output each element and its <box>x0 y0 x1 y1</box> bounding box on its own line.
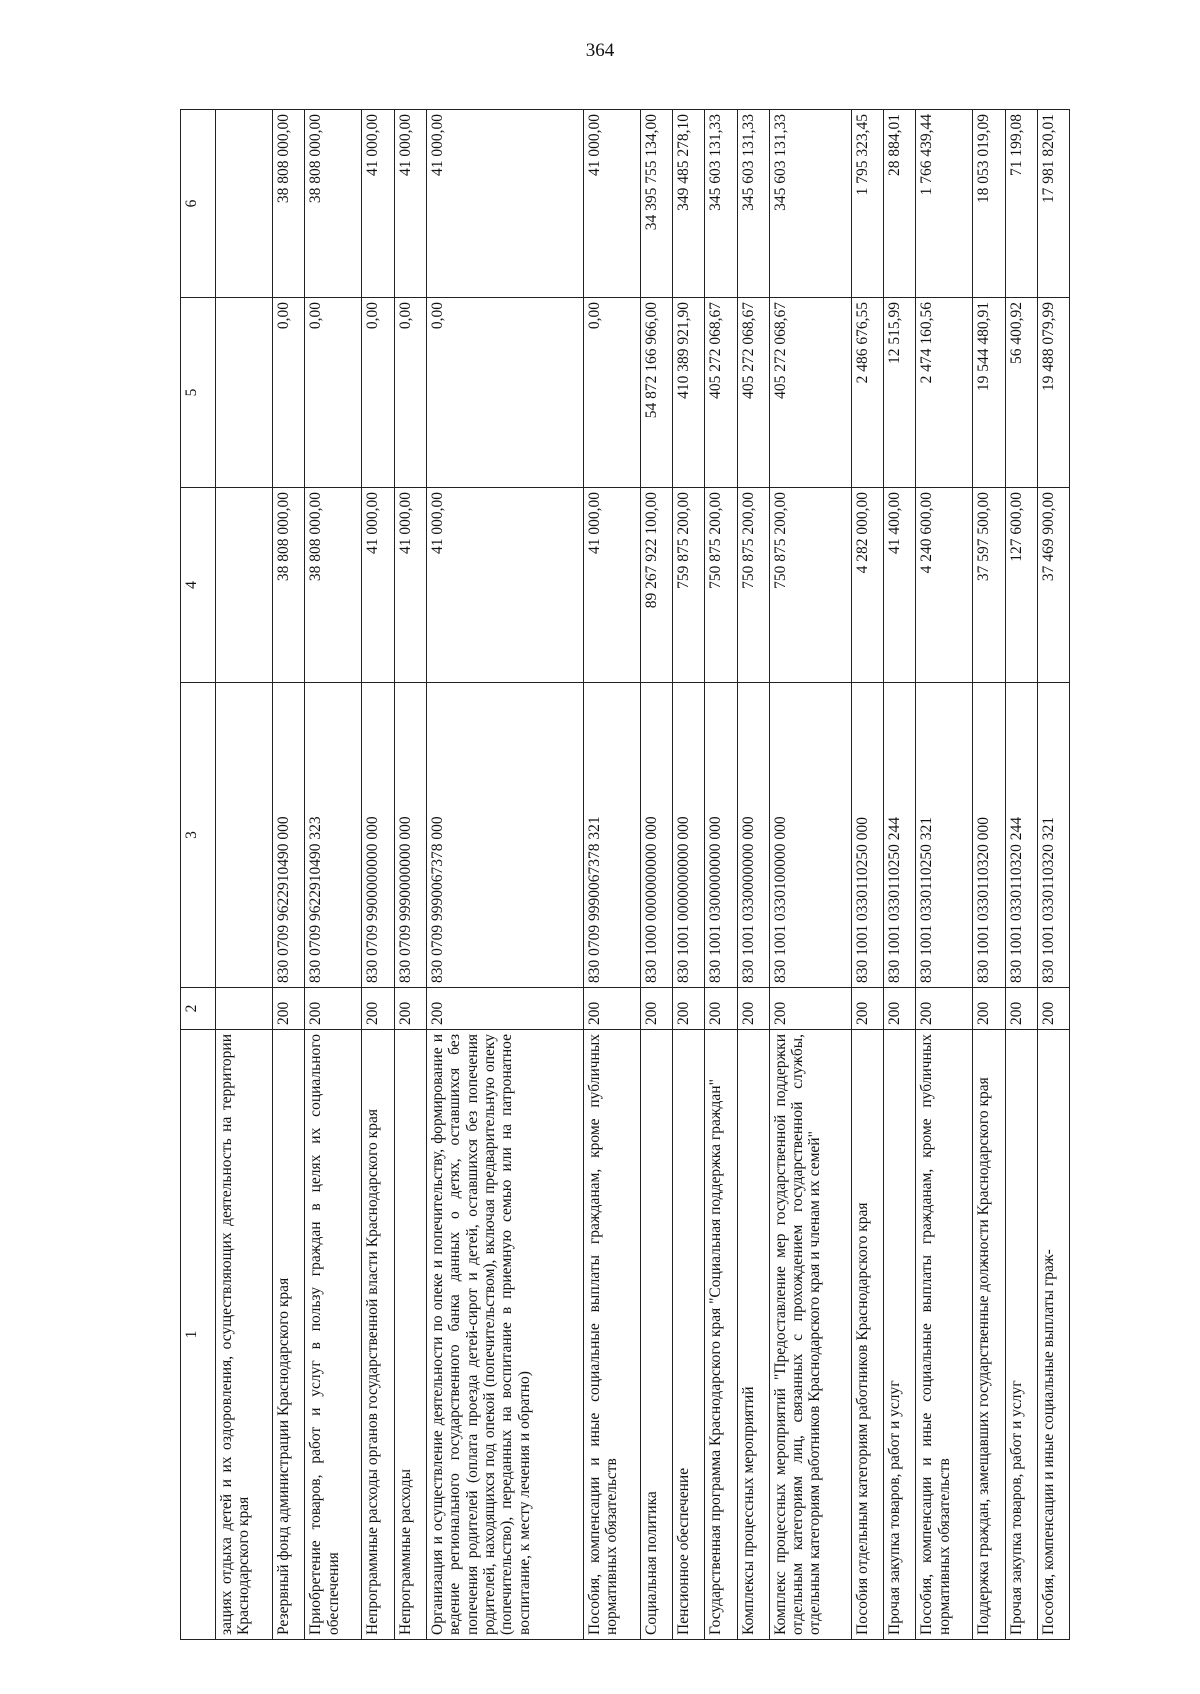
row-code-cell: 830 1001 0330100000 000 <box>769 683 851 988</box>
row-code-cell: 830 1001 0330110250 244 <box>884 683 916 988</box>
row-value-col5: 405 272 068,67 <box>769 298 851 488</box>
row-name-cell: Поддержка граждан, замещавших государственные должности Краснодарского края <box>973 1030 1005 1640</box>
table-row <box>737 110 769 1640</box>
header-col-3: 3 <box>181 683 216 988</box>
row-value-col4: 750 875 200,00 <box>737 488 769 683</box>
row-value-col5 <box>216 298 273 488</box>
row-name-cell: Государственная программа Краснодарского края "Социальная поддержка граждан" <box>705 1030 737 1640</box>
row-name-cell: Социальная политика <box>641 1030 673 1640</box>
row-value-col5: 2 486 676,55 <box>851 298 883 488</box>
row-value-col4: 89 267 922 100,00 <box>641 488 673 683</box>
header-col-4: 4 <box>181 488 216 683</box>
row-value-col4: 38 808 000,00 <box>273 488 305 683</box>
row-value-col6: 18 053 019,09 <box>973 110 1005 298</box>
table-row <box>973 110 1005 1640</box>
row-value-col4: 41 000,00 <box>394 488 426 683</box>
row-value-col6: 345 603 131,33 <box>705 110 737 298</box>
row-col2-cell: 200 <box>583 988 640 1030</box>
row-code-cell: 830 0709 9622910490 323 <box>305 683 362 988</box>
table-row <box>1037 110 1069 1640</box>
row-value-col4: 41 000,00 <box>426 488 583 683</box>
row-col2-cell: 200 <box>1037 988 1069 1030</box>
row-col2-cell: 200 <box>851 988 883 1030</box>
row-value-col5: 12 515,99 <box>884 298 916 488</box>
row-code-cell: 830 1001 0330110320 321 <box>1037 683 1069 988</box>
table-row <box>705 110 737 1640</box>
row-code-cell <box>216 683 273 988</box>
header-col-2: 2 <box>181 988 216 1030</box>
row-col2-cell: 200 <box>916 988 973 1030</box>
row-value-col4: 37 597 500,00 <box>973 488 1005 683</box>
table-row <box>394 110 426 1640</box>
row-value-col4: 4 282 000,00 <box>851 488 883 683</box>
row-code-cell: 830 1001 0330110250 000 <box>851 683 883 988</box>
row-value-col6: 1 795 323,45 <box>851 110 883 298</box>
table-row <box>641 110 673 1640</box>
row-value-col4: 4 240 600,00 <box>916 488 973 683</box>
table-row <box>426 110 583 1640</box>
row-name-cell: Пособия отдельным категориям работников Краснодарского края <box>851 1030 883 1640</box>
table-row <box>673 110 705 1640</box>
row-value-col6: 17 981 820,01 <box>1037 110 1069 298</box>
row-col2-cell: 200 <box>362 988 394 1030</box>
header-col-6: 6 <box>181 110 216 298</box>
table-row <box>884 110 916 1640</box>
row-value-col6: 345 603 131,33 <box>769 110 851 298</box>
row-value-col5: 0,00 <box>305 298 362 488</box>
row-value-col4: 41 000,00 <box>362 488 394 683</box>
row-value-col6: 349 485 278,10 <box>673 110 705 298</box>
row-value-col4: 41 400,00 <box>884 488 916 683</box>
table-row <box>273 110 305 1640</box>
row-value-col5: 19 488 079,99 <box>1037 298 1069 488</box>
row-name-cell: Комплекс процессных мероприятий "Предоставление мер государственной поддержки отдельным категориям лиц, связанных с прохождением государственной службы, отдельным категориям работников Краснодарского края и членам их семей" <box>769 1030 851 1640</box>
row-name-cell: Приобретение товаров, работ и услуг в пользу граждан в целях их социального обеспечения <box>305 1030 362 1640</box>
row-col2-cell: 200 <box>641 988 673 1030</box>
row-value-col5: 54 872 166 966,00 <box>641 298 673 488</box>
row-value-col6: 38 808 000,00 <box>305 110 362 298</box>
row-col2-cell: 200 <box>705 988 737 1030</box>
row-value-col5: 405 272 068,67 <box>737 298 769 488</box>
table-row <box>216 110 273 1640</box>
row-name-cell: Комплексы процессных мероприятий <box>737 1030 769 1640</box>
header-row <box>181 110 216 1640</box>
row-value-col6 <box>216 110 273 298</box>
row-code-cell: 830 1001 0330110250 321 <box>916 683 973 988</box>
row-name-cell: Резервный фонд администрации Краснодарского края <box>273 1030 305 1640</box>
row-name-cell: Пенсионное обеспечение <box>673 1030 705 1640</box>
row-code-cell: 830 1001 0330000000 000 <box>737 683 769 988</box>
row-col2-cell: 200 <box>1005 988 1037 1030</box>
header-col-5: 5 <box>181 298 216 488</box>
row-col2-cell: 200 <box>673 988 705 1030</box>
row-value-col4: 750 875 200,00 <box>705 488 737 683</box>
row-value-col5: 0,00 <box>394 298 426 488</box>
table-body <box>216 110 1070 1640</box>
row-value-col6: 41 000,00 <box>583 110 640 298</box>
row-name-cell: Организация и осуществление деятельности по опеке и попечительству, формирование и ведение регионального государственного банка данных о детях, оставшихся без попечения родителей (оплата проезда детей-сирот и детей, оставшихся без попечения родителей, находящихся под опекой (попечительством), включая предварительную опеку (попечительство), переданных на воспитание в приемную семью или на патронатное воспитание, к месту лечения и обратно) <box>426 1030 583 1640</box>
row-value-col5: 56 400,92 <box>1005 298 1037 488</box>
row-name-cell: Непрограммные расходы <box>394 1030 426 1640</box>
row-name-cell: Непрограммные расходы органов государственной власти Краснодарского края <box>362 1030 394 1640</box>
row-value-col6: 71 199,08 <box>1005 110 1037 298</box>
row-code-cell: 830 0709 9622910490 000 <box>273 683 305 988</box>
row-code-cell: 830 0709 9990067378 321 <box>583 683 640 988</box>
table-row <box>851 110 883 1640</box>
row-name-cell: Пособия, компенсации и иные социальные выплаты граж- <box>1037 1030 1069 1640</box>
row-col2-cell: 200 <box>394 988 426 1030</box>
page-number: 364 <box>585 40 615 61</box>
row-value-col6: 41 000,00 <box>362 110 394 298</box>
row-code-cell: 830 1001 0000000000 000 <box>673 683 705 988</box>
table-row <box>1005 110 1037 1640</box>
row-col2-cell: 200 <box>973 988 1005 1030</box>
row-value-col5: 410 389 921,90 <box>673 298 705 488</box>
row-value-col5: 2 474 160,56 <box>916 298 973 488</box>
header-col-1: 1 <box>181 1030 216 1640</box>
table-row <box>583 110 640 1640</box>
row-value-col4: 41 000,00 <box>583 488 640 683</box>
row-value-col6: 28 884,01 <box>884 110 916 298</box>
row-code-cell: 830 1001 0330110320 000 <box>973 683 1005 988</box>
row-code-cell: 830 0709 9990067378 000 <box>426 683 583 988</box>
row-col2-cell: 200 <box>884 988 916 1030</box>
table-row <box>305 110 362 1640</box>
row-value-col6: 34 395 755 134,00 <box>641 110 673 298</box>
budget-table-rotated <box>180 110 1070 1640</box>
row-value-col6: 345 603 131,33 <box>737 110 769 298</box>
row-value-col5: 405 272 068,67 <box>705 298 737 488</box>
row-value-col6: 41 000,00 <box>394 110 426 298</box>
row-value-col4: 127 600,00 <box>1005 488 1037 683</box>
row-value-col4 <box>216 488 273 683</box>
row-name-cell: Прочая закупка товаров, работ и услуг <box>1005 1030 1037 1640</box>
row-value-col5: 0,00 <box>273 298 305 488</box>
row-col2-cell: 200 <box>737 988 769 1030</box>
row-code-cell: 830 0709 9900000000 000 <box>362 683 394 988</box>
row-name-cell: Пособия, компенсации и иные социальные выплаты гражданам, кроме публичных нормативных обязательств <box>916 1030 973 1640</box>
row-col2-cell <box>216 988 273 1030</box>
row-name-cell: Прочая закупка товаров, работ и услуг <box>884 1030 916 1640</box>
row-col2-cell: 200 <box>426 988 583 1030</box>
row-code-cell: 830 1001 0300000000 000 <box>705 683 737 988</box>
budget-table <box>180 109 1070 1640</box>
table-row <box>916 110 973 1640</box>
row-col2-cell: 200 <box>305 988 362 1030</box>
row-col2-cell: 200 <box>769 988 851 1030</box>
row-value-col4: 750 875 200,00 <box>769 488 851 683</box>
row-value-col6: 1 766 439,44 <box>916 110 973 298</box>
row-name-cell: Пособия, компенсации и иные социальные выплаты гражданам, кроме публичных нормативных обязательств <box>583 1030 640 1640</box>
row-value-col4: 37 469 900,00 <box>1037 488 1069 683</box>
table-row <box>362 110 394 1640</box>
row-value-col4: 759 875 200,00 <box>673 488 705 683</box>
row-name-cell: зациях отдыха детей и их оздоровления, осуществляющих деятельность на территории Краснодарского края <box>216 1030 273 1640</box>
row-value-col5: 0,00 <box>362 298 394 488</box>
row-value-col6: 41 000,00 <box>426 110 583 298</box>
row-code-cell: 830 1001 0330110320 244 <box>1005 683 1037 988</box>
row-value-col6: 38 808 000,00 <box>273 110 305 298</box>
row-code-cell: 830 1000 0000000000 000 <box>641 683 673 988</box>
table-row <box>769 110 851 1640</box>
row-value-col5: 19 544 480,91 <box>973 298 1005 488</box>
row-value-col4: 38 808 000,00 <box>305 488 362 683</box>
row-value-col5: 0,00 <box>583 298 640 488</box>
row-col2-cell: 200 <box>273 988 305 1030</box>
row-code-cell: 830 0709 9990000000 000 <box>394 683 426 988</box>
row-value-col5: 0,00 <box>426 298 583 488</box>
